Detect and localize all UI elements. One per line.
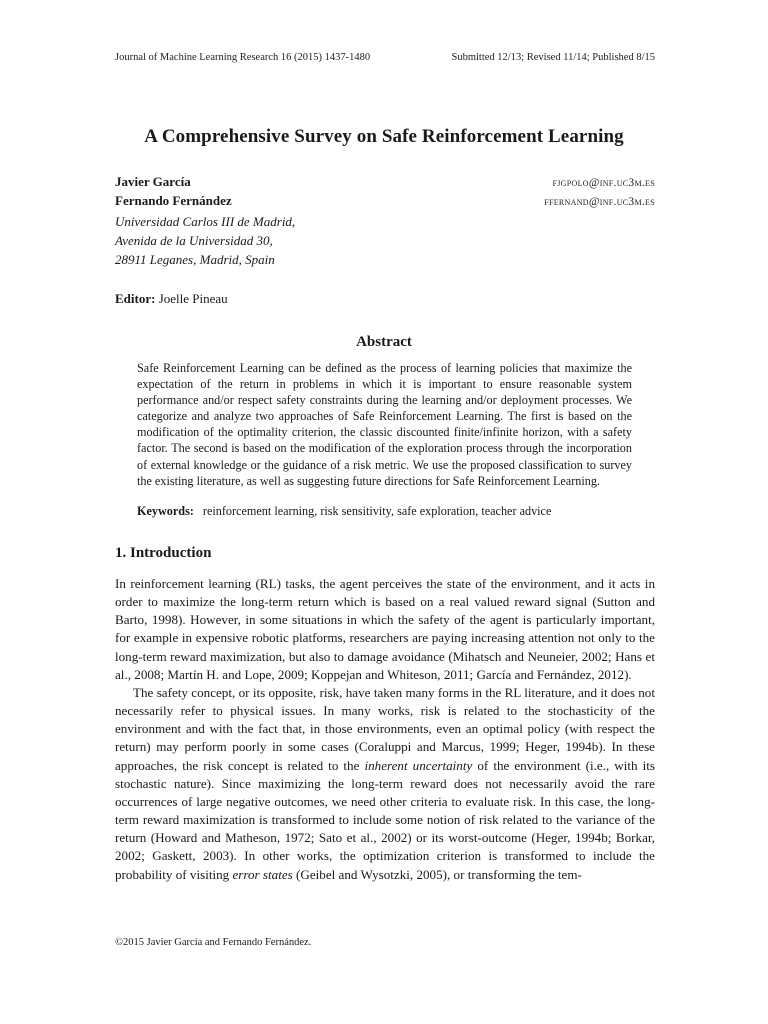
journal-citation: Journal of Machine Learning Research 16 (2015) 1437-1480	[115, 52, 371, 63]
author-row	[115, 174, 655, 193]
paper-title: A Comprehensive Survey on Safe Reinforcement Learning	[144, 126, 624, 147]
keywords-line	[137, 504, 632, 519]
affiliation-line: Universidad Carlos III de Madrid,	[115, 214, 296, 229]
author-block	[115, 174, 655, 269]
keywords-text: reinforcement learning, risk sensitivity, safe exploration, teacher advice	[202, 504, 552, 518]
paragraph: In reinforcement learning (RL) tasks, the agent perceives the state of the environment, and it acts in order to maximize the long-term return which is based on a real valued reward signal (Sutton and Barto, 1998). However, in some situations in which the safety of the agent is particularly important, for example in expensive robotic platforms, researchers are paying increasing attention not only to the long-term reward maximization, but also to damage avoidance (Mihatsch and Neuneier, 2002; Hans et al., 2008; Martín H. and Lope, 2009; Koppejan and Whiteson, 2011; García and Fernández, 2012).	[115, 576, 655, 682]
text-run: (Geibel and Wysotzki, 2005), or transforming the tem-	[292, 866, 582, 882]
abstract-text: Safe Reinforcement Learning can be defined as the process of learning policies that maximize the expectation of the return in problems in which it is important to ensure reasonable system performance and/or respect safety constraints during the learning and/or deployment processes. We categorize and analyze two approaches of Safe Reinforcement Learning. The first is based on the modification of the optimality criterion, the classic discounted finite/infinite horizon, with a safety factor. The second is based on the modification of the exploration process through the incorporation of external knowledge or the guidance of a risk metric. We use the proposed classification to survey the existing literature, as well as suggesting future directions for Safe Reinforcement Learning.	[137, 361, 632, 488]
emphasis: error states	[232, 866, 293, 882]
editor-line	[115, 291, 228, 307]
paragraph	[115, 684, 655, 884]
author-name: Fernando Fernández	[115, 193, 232, 208]
text-run: of the environment (i.e., with its stochastic nature). Since maximizing the long-term reward does not necessarily avoid the rare occurrences of large negative outcomes, we need other criteria to evaluate risk. In this case, the long-term reward maximization is transformed to include some notion of risk related to the variance of the return (Howard and Matheson, 1972; Sato et al., 2002) or its worst-outcome (Heger, 1994b; Borkar, 2002; Gaskett, 2003). In other works, the optimization criterion is transformed to include the probability of visiting	[115, 757, 655, 882]
running-header	[115, 52, 655, 63]
author-email[interactable]: fjgpolo@inf.uc3m.es	[552, 177, 655, 189]
body-text	[115, 575, 655, 884]
submission-dates: Submitted 12/13; Revised 11/14; Published 8/15	[451, 52, 655, 63]
affiliation-line: Avenida de la Universidad 30,	[115, 233, 273, 248]
emphasis: inherent uncertainty	[364, 757, 473, 773]
affiliation-line: 28911 Leganes, Madrid, Spain	[115, 252, 275, 267]
editor-label: Editor:	[115, 291, 156, 306]
affiliation	[115, 212, 655, 269]
author-name: Javier García	[115, 174, 191, 189]
author-email[interactable]: ffernand@inf.uc3m.es	[544, 196, 655, 208]
author-row	[115, 193, 655, 212]
text-run: The safety concept, or its opposite, risk, have taken many forms in the RL literature, and it does not necessarily refer to physical issues. In many works, risk is related to the stochasticity of the environment and with the fact that, in those environments, even an optimal policy (with respect the return) may perform poorly in some cases (Coraluppi and Marcus, 1999; Heger, 1994b). In these approaches, the risk concept is related to the	[115, 684, 655, 773]
editor-name: Joelle Pineau	[158, 291, 228, 306]
copyright-footer: ©2015 Javier García and Fernando Fernández.	[115, 937, 312, 948]
abstract-heading: Abstract	[356, 334, 412, 350]
keywords-label: Keywords:	[137, 504, 194, 518]
section-heading: 1. Introduction	[115, 545, 212, 561]
